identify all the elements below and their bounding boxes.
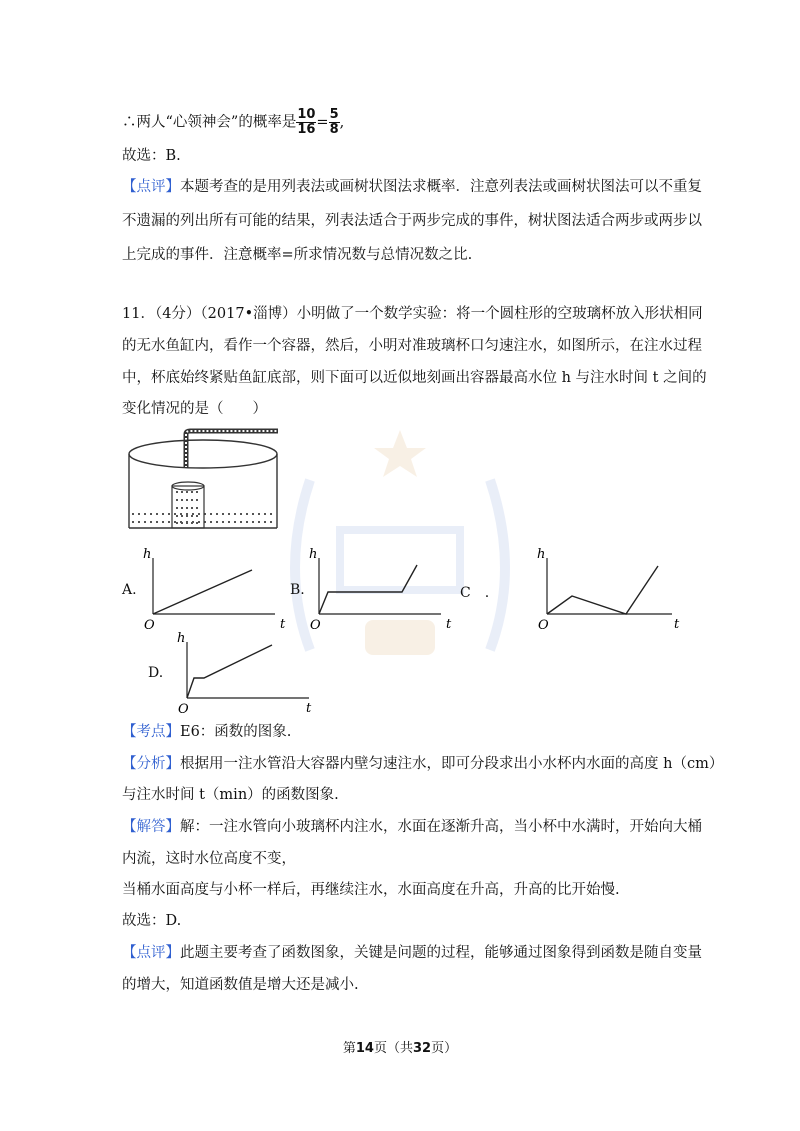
review-text: 此题主要考查了函数图象，关键是问题的过程，能够通过图象得到函数是随自变量 [180,945,702,961]
kaodian-tag: 【考点】 [122,724,180,740]
origin-label: O [144,618,155,632]
jieda-line-3: 当桶水面高度与小杯一样后，再继续注水，水面高度在升高，升高的比开始慢. [122,882,620,898]
review-2-line-2: 的增大，知道函数值是增大还是减小. [122,977,359,993]
kaodian-text: E6：函数的图象. [180,724,292,740]
review-1-line-3: 上完成的事件．注意概率=所求情况数与总情况数之比. [122,247,473,263]
page-number: 14 [355,1041,374,1056]
graph-a [140,546,290,632]
graph-d [174,630,324,716]
jieda-text: 解：一注水管向小玻璃杯内注水，水面在逐渐升高，当小杯中水满时，开始向大桶 [180,819,702,835]
graph-c [534,546,684,632]
fenxi-line-1 [122,754,723,774]
graph-line [547,566,658,614]
kaodian-line [122,722,291,742]
graph-line [319,565,417,614]
footer-suffix: 页） [431,1041,458,1056]
question-line-1: 11．（4分）（2017•淄博）小明做了一个数学实验：将一个圆柱形的空玻璃杯放入形状相同 [122,306,703,322]
graph-line [153,570,252,614]
probability-line [122,108,344,137]
axis-t-label: t [280,617,286,632]
axis-t-label: t [306,701,312,716]
equals-sign: = [316,114,329,131]
axis-h-label: h [143,547,152,562]
option-a-label: A. [122,582,137,598]
review-1-line-1 [122,177,702,197]
jieda-tag: 【解答】 [122,819,180,835]
fraction-numerator: 5 [329,107,339,122]
origin-label: O [178,702,189,716]
graph-b [306,546,456,632]
page-footer [0,1037,800,1056]
answer-line-2: 故选：D. [122,913,182,929]
question-line-3: 中，杯底始终紧贴鱼缸底部，则下面可以近似地刻画出容器最高水位 h 与注水时间 t 之间的 [122,370,707,386]
review-tag: 【点评】 [122,945,180,961]
aquarium-figure [118,428,288,540]
fenxi-tag: 【分析】 [122,756,180,772]
fraction-numerator: 10 [297,107,316,122]
total-pages: 32 [413,1041,432,1056]
question-line-2: 的无水鱼缸内，看作一个容器，然后，小明对准玻璃杯口匀速注水，如图所示，在注水过程 [122,338,702,354]
axis-h-label: h [309,547,318,562]
origin-label: O [538,618,549,632]
jieda-line-2: 内流，这时水位高度不变， [122,851,296,867]
graph-line [187,645,272,698]
fraction-5-8 [329,108,340,137]
fraction-denominator: 16 [297,122,316,137]
option-b-label: B. [290,582,305,598]
origin-label: O [310,618,321,632]
fraction-10-16 [296,108,316,137]
probability-prefix: ∴两人“心领神会”的概率是 [122,114,297,131]
axis-h-label: h [537,547,546,562]
axis-h-label: h [177,631,186,646]
jieda-line-1 [122,817,702,837]
fenxi-text: 根据用一注水管沿大容器内壁匀速注水，即可分段求出小水杯内水面的高度 h（cm） [180,756,724,772]
axis-t-label: t [674,617,680,632]
footer-mid: 页（共 [373,1041,413,1056]
axis-t-label: t [446,617,452,632]
option-d-label: D. [148,665,164,681]
review-1-line-2: 不遗漏的列出所有可能的结果，列表法适合于两步完成的事件，树状图法适合两步或两步以 [122,213,702,229]
answer-line-1: 故选：B. [122,148,181,164]
question-line-4: 变化情况的是（ ） [122,401,267,417]
fenxi-line-2: 与注水时间 t（min）的函数图象. [122,787,339,803]
footer-prefix: 第 [342,1041,356,1056]
fraction-denominator: 8 [329,122,339,137]
review-text: 本题考查的是用列表法或画树状图法求概率．注意列表法或画树状图法可以不重复 [180,179,702,195]
review-tag: 【点评】 [122,179,180,195]
option-c-label: C . [460,585,490,601]
review-2-line-1 [122,943,702,963]
probability-suffix: , [339,114,345,131]
